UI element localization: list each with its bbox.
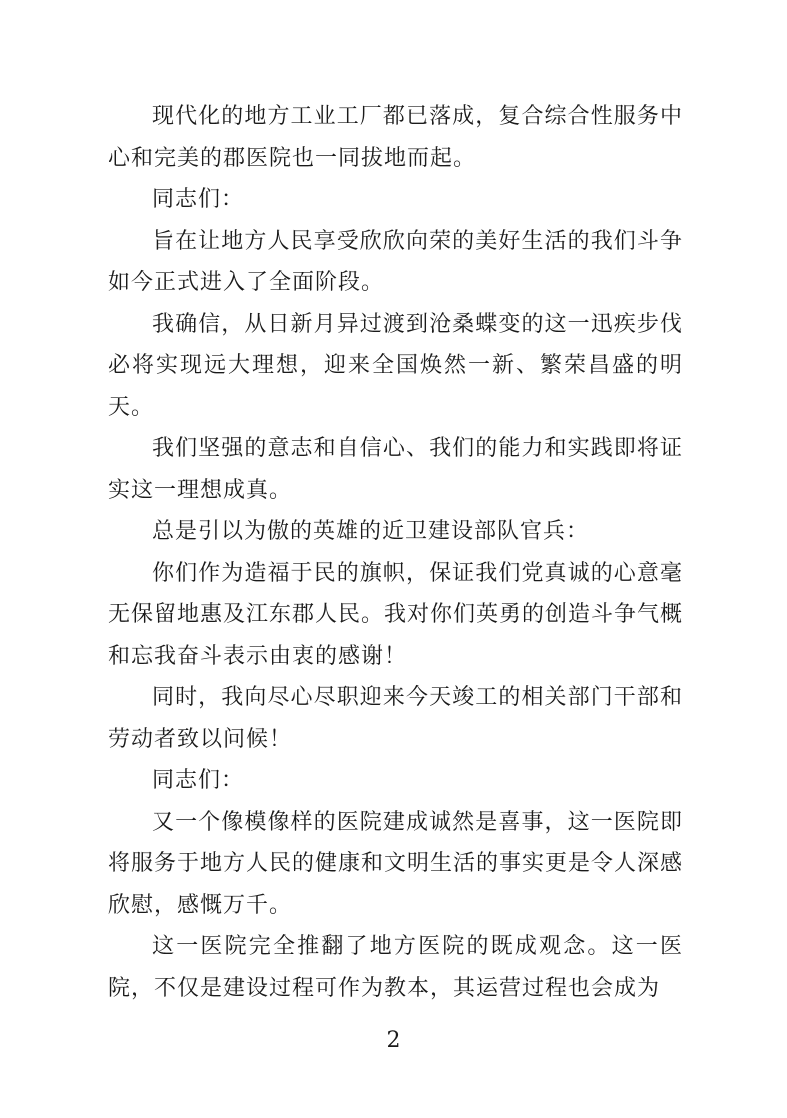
paragraph-3: 旨在让地方人民享受欣欣向荣的美好生活的我们斗争如今正式进入了全面阶段。 (108, 228, 683, 295)
page-number: 2 (386, 1028, 401, 1053)
paragraph-8: 同时，我向尽心尽职迎来今天竣工的相关部门干部和劳动者致以问候！ (108, 685, 683, 752)
paragraph-2-salutation: 同志们： (152, 187, 245, 212)
paragraph-7: 你们作为造福于民的旗帜，保证我们党真诚的心意毫无保留地惠及江东郡人民。我对你们英勇的创造斗争气概和忘我奋斗表示由衷的感谢！ (108, 560, 684, 669)
paragraph-9-salutation: 同志们： (152, 768, 245, 793)
document-body (108, 96, 683, 1009)
paragraph-4: 我确信，从日新月异过渡到沧桑蝶变的这一迅疾步伐必将实现远大理想，迎来全国焕然一新、繁荣昌盛的明天。 (108, 311, 683, 420)
paragraph-1: 现代化的地方工业工厂都已落成，复合综合性服务中心和完美的郡医院也一同拔地而起。 (108, 104, 683, 171)
paragraph-5: 我们坚强的意志和自信心、我们的能力和实践即将证实这一理想成真。 (108, 436, 683, 503)
paragraph-6-salutation: 总是引以为傲的英雄的近卫建设部队官兵： (152, 519, 590, 544)
paragraph-11: 这一医院完全推翻了地方医院的既成观念。这一医院，不仅是建设过程可作为教本，其运营过程也会成为 (108, 934, 683, 1001)
paragraph-10: 又一个像模像样的医院建成诚然是喜事，这一医院即将服务于地方人民的健康和文明生活的事实更是令人深感欣慰，感慨万千。 (108, 809, 684, 918)
